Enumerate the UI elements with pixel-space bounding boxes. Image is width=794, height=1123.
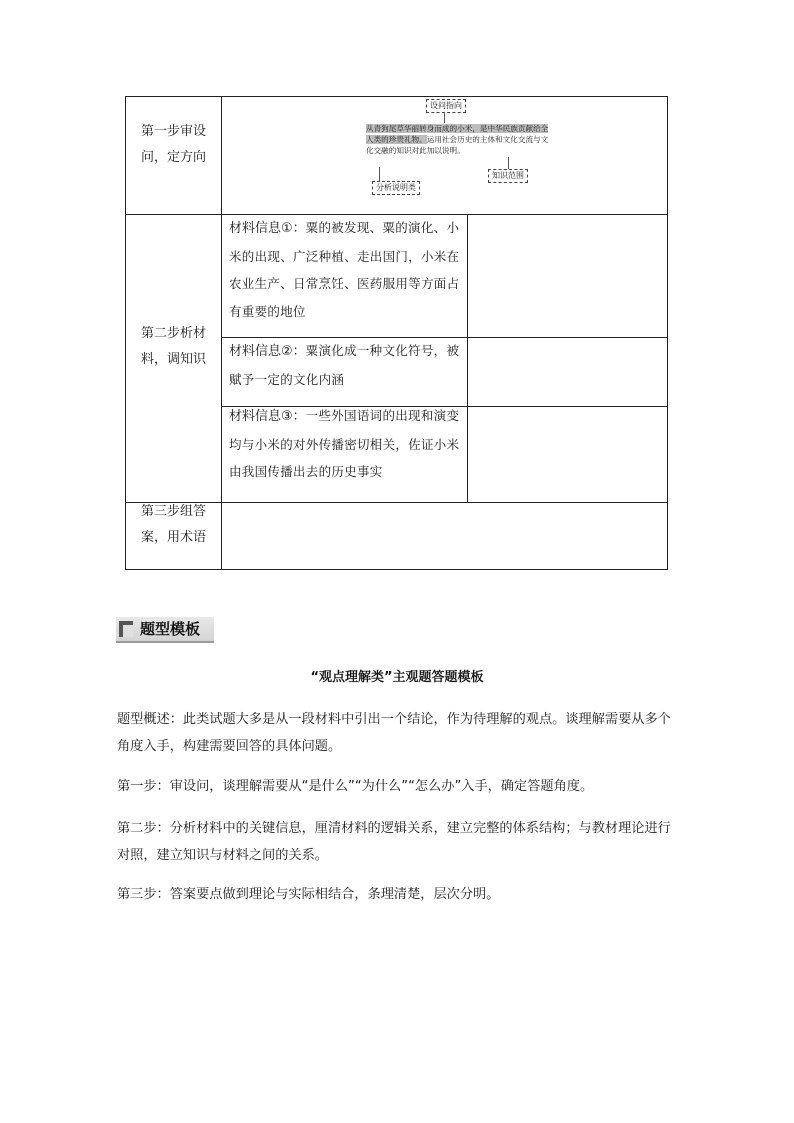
connector-line <box>444 113 445 123</box>
analysis-table <box>125 96 668 570</box>
question-diagram <box>366 97 666 215</box>
material-info-text: 粟演化成一种文化符号，被赋予一定的文化内涵 <box>229 343 460 387</box>
step2-label: 第二步析材料，调知识 <box>140 326 206 367</box>
question-text <box>366 123 552 156</box>
step1-paragraph: 第一步：审设问，谈理解需要从“是什么”“为什么”“怎么办”入手，确定答题角度。 <box>117 779 594 794</box>
material-info-label: 材料信息③： <box>229 409 306 424</box>
connector-line <box>508 157 509 169</box>
template-title: “观点理解类”主观题答题模板 <box>310 670 484 685</box>
table-col-divider <box>467 214 468 502</box>
question-rest: 运用社会历史的主体和文化交流与文化交融的知识对此加以说明。 <box>366 135 549 155</box>
question-highlight: 从青狗尾草华丽转身而成的小米，是中华民族贡献给全人类的珍贵礼物。 <box>366 124 549 144</box>
material-info-label: 材料信息②： <box>229 344 306 359</box>
knowledge-scope-tag: 知识范围 <box>488 169 528 183</box>
material-info-2 <box>229 337 467 393</box>
material-info-text: 一些外国语词的出现和演变均与小米的对外传播密切相关，佐证小米由我国传播出去的历史事实 <box>229 408 460 479</box>
step3-paragraph: 第三步：答案要点做到理论与实际相结合，条理清楚，层次分明。 <box>117 887 500 902</box>
direction-tag: 设问指向 <box>426 99 466 113</box>
step2-paragraph: 第二步：分析材料中的关键信息，厘清材料的逻辑关系，建立完整的体系结构；与教材理论进行对照，建立知识与材料之间的关系。 <box>117 821 671 863</box>
table-col-divider <box>221 97 222 569</box>
material-info-label: 材料信息①： <box>229 221 306 236</box>
section-marker-icon <box>119 621 133 637</box>
section-header <box>116 617 214 643</box>
material-info-1 <box>229 214 467 325</box>
analysis-type-tag: 分析说明类 <box>372 181 420 195</box>
material-info-3 <box>229 402 467 486</box>
step3-label: 第三步组答案，用术语 <box>140 504 206 545</box>
material-info-text: 粟的被发现、粟的演化、小米的出现、广泛种植、走出国门，小米在农业生产、日常烹饪、医药服用等方面占有重要的地位 <box>229 220 460 319</box>
step1-label: 第一步审设问，定方向 <box>140 124 206 165</box>
connector-line <box>379 167 380 181</box>
overview-paragraph: 题型概述：此类试题大多是从一段材料中引出一个结论，作为待理解的观点。谈理解需要从多个角度入手，构建需要回答的具体问题。 <box>117 712 671 754</box>
section-title: 题型模板 <box>140 620 201 638</box>
